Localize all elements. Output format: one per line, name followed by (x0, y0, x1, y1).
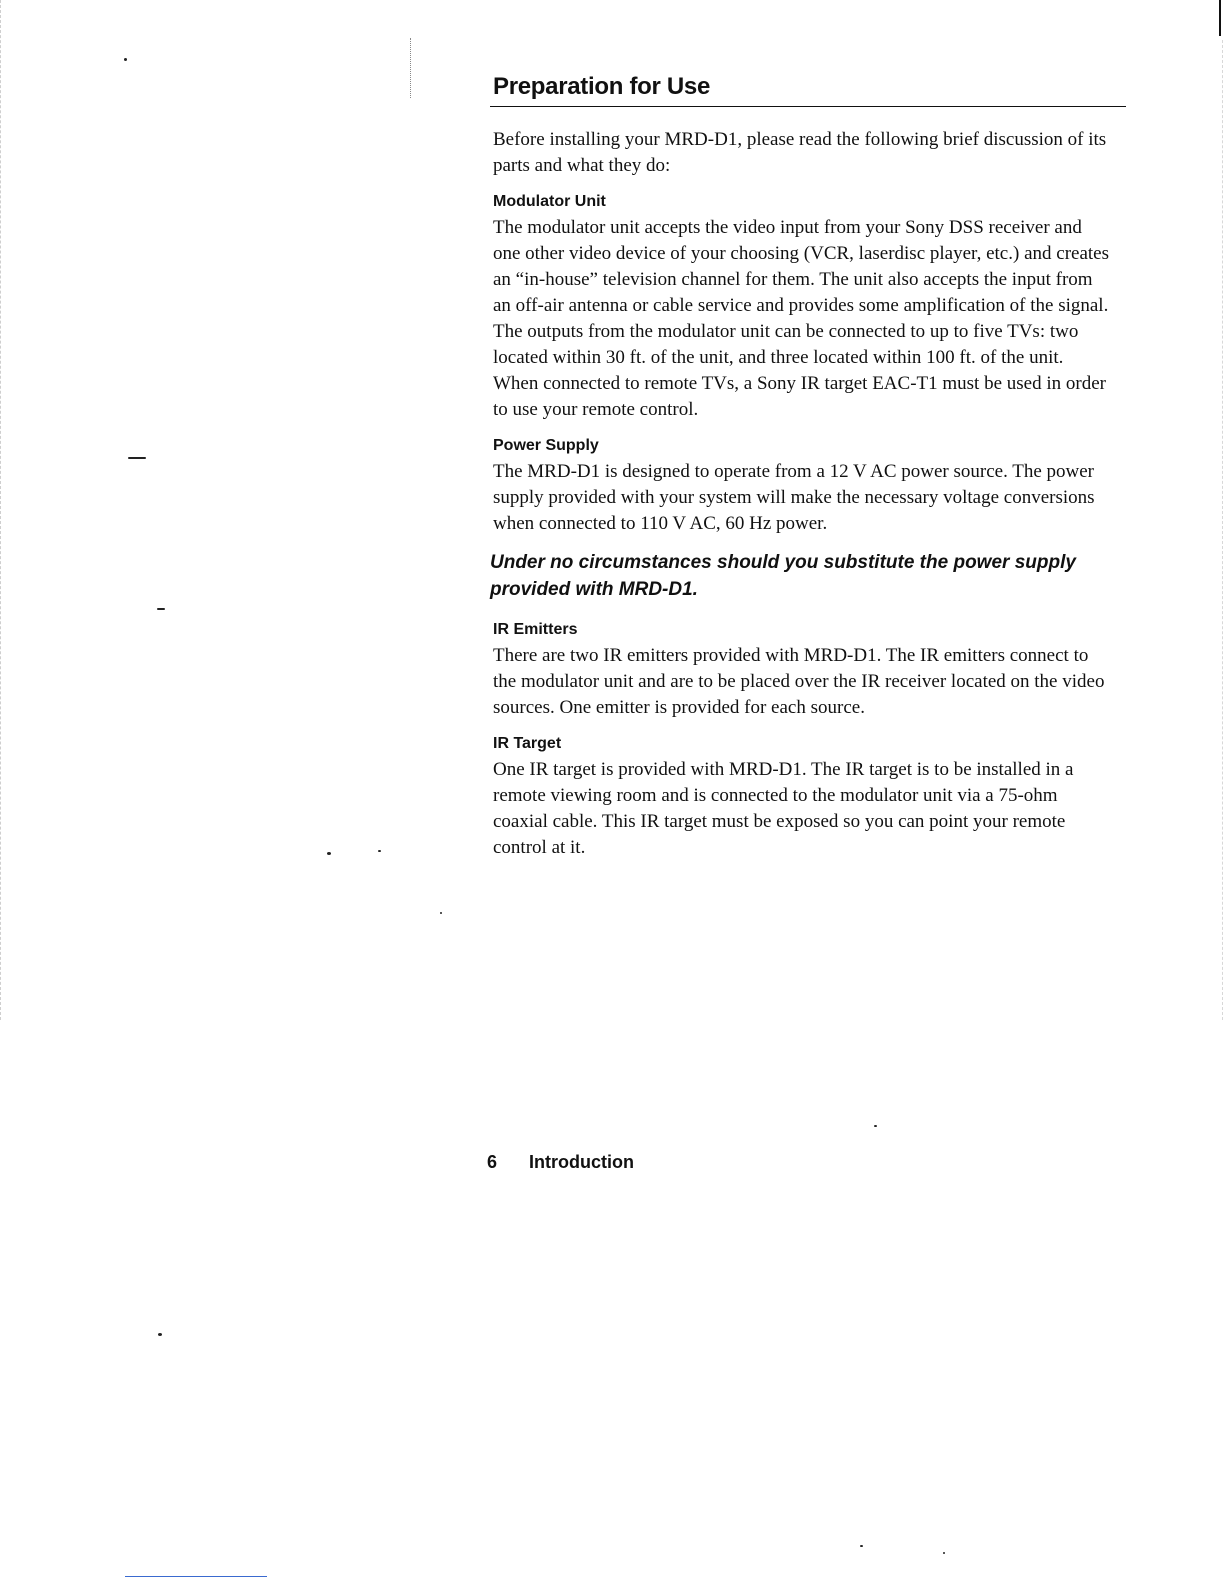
scan-speck (158, 1333, 162, 1336)
main-content (490, 72, 1126, 873)
section-ir-emitters (490, 619, 1126, 721)
scan-edge-right-faint (1222, 40, 1224, 1020)
section-body: The MRD-D1 is designed to operate from a 12 V AC power source. The power supply provided with your system will make the necessary voltage conversions when connected to 110 V AC, 60 Hz power. (493, 461, 1095, 534)
title-rule (490, 106, 1126, 107)
intro-paragraph: Before installing your MRD-D1, please read the following brief discussion of its parts and what they do: (493, 129, 1107, 176)
section-ir-target (490, 733, 1126, 861)
scan-dotted-mark (410, 38, 411, 98)
warning-note: Under no circumstances should you substitute the power supply provided with MRD-D1. (490, 552, 1076, 600)
section-power-supply (490, 435, 1126, 537)
section-heading: IR Target (493, 735, 562, 752)
scan-speck (874, 1125, 877, 1127)
scan-edge-right (1219, 0, 1221, 36)
page-footer (487, 1150, 634, 1174)
section-heading: IR Emitters (493, 621, 578, 638)
section-body: There are two IR emitters provided with MRD-D1. The IR emitters connect to the modulator unit and are to be placed over the IR receiver located on the video sources. One emitter is provided for each source. (493, 645, 1105, 718)
scan-speck (378, 850, 381, 852)
section-modulator-unit (490, 191, 1126, 423)
page-title: Preparation for Use (493, 73, 711, 100)
footer-section-label: Introduction (529, 1152, 634, 1172)
scan-speck (943, 1552, 945, 1554)
scan-speck (157, 608, 165, 610)
scan-speck (124, 58, 127, 61)
scan-bottom-rule (125, 1576, 267, 1577)
section-heading: Modulator Unit (493, 193, 606, 210)
scan-speck (860, 1545, 863, 1547)
section-body: One IR target is provided with MRD-D1. The IR target is to be installed in a remote viewing room and is connected to the modulator unit via a 75-ohm coaxial cable. This IR target must be exposed so you can point your remote control at it. (493, 759, 1074, 858)
scan-edge-left (0, 0, 2, 1020)
scan-speck (327, 852, 331, 855)
scan-speck (440, 912, 442, 914)
section-heading: Power Supply (493, 437, 599, 454)
page-number: 6 (487, 1152, 498, 1172)
section-body: The modulator unit accepts the video input from your Sony DSS receiver and one other video device of your choosing (VCR, laserdisc player, etc.) and creates an “in-house” television channel for them. The unit also accepts the input from an off-air antenna or cable service and provides some amplification of the signal. The outputs from the modulator unit can be connected to up to five TVs: two located within 30 ft. of the unit, and three located within 100 ft. of the unit. When connected to remote TVs, a Sony IR target EAC-T1 must be used in order to use your remote control. (493, 217, 1109, 420)
scan-speck (128, 457, 146, 459)
